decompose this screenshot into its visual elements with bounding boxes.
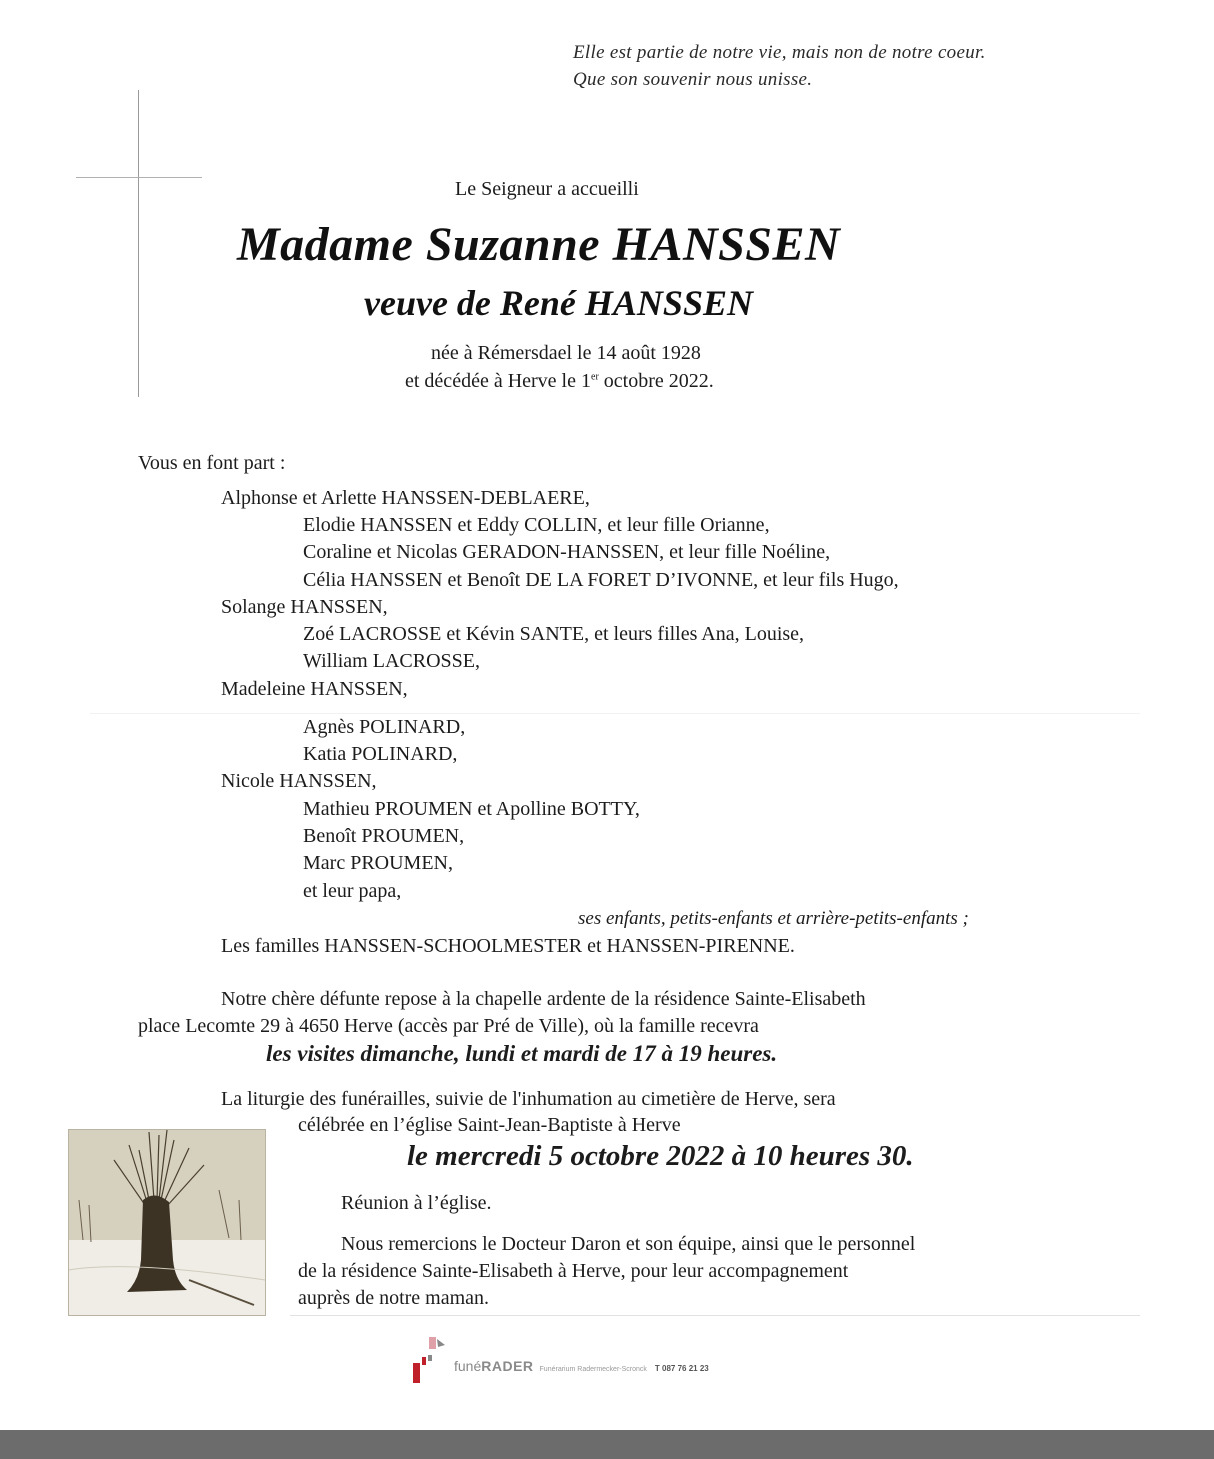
death-suffix: octobre 2022.	[598, 370, 714, 392]
visitation-hours: les visites dimanche, lundi et mardi de 17 à 19 heures.	[266, 1041, 778, 1066]
family-line: et leur papa,	[303, 880, 402, 902]
funeral-line-1: La liturgie des funérailles, suivie de l'inhumation au cimetière de Herve, sera	[221, 1088, 836, 1110]
logo-text	[454, 1358, 709, 1374]
visitation-line-2: place Lecomte 29 à 4650 Herve (accès par Pré de Ville), où la famille recevra	[138, 1015, 759, 1037]
widow-line: veuve de René HANSSEN	[364, 283, 753, 323]
family-line: Katia POLINARD,	[303, 743, 458, 765]
epigraph-line-1: Elle est partie de notre vie, mais non de notre coeur.	[573, 42, 986, 63]
death-sup: er	[591, 371, 599, 383]
family-line: Benoît PROUMEN,	[303, 825, 465, 847]
logo-mark-icon	[413, 1335, 453, 1385]
cross-icon-bar	[76, 177, 202, 178]
relation-line: ses enfants, petits-enfants et arrière-petits-enfants ;	[578, 908, 969, 929]
deceased-name: Madame Suzanne HANSSEN	[237, 218, 841, 271]
logo-subtitle: Funérarium Radermecker-Scronck	[539, 1366, 647, 1373]
thanks-line-3: auprès de notre maman.	[298, 1287, 490, 1309]
thanks-line-1: Nous remercions le Docteur Daron et son équipe, ainsi que le personnel	[341, 1233, 916, 1255]
willow-tree-photo	[68, 1129, 266, 1316]
logo-phone: T 087 76 21 23	[654, 1364, 709, 1373]
family-line: Solange HANSSEN,	[221, 596, 388, 618]
funeral-line-2: célébrée en l’église Saint-Jean-Baptiste à Herve	[298, 1114, 681, 1136]
family-line: Zoé LACROSSE et Kévin SANTE, et leurs filles Ana, Louise,	[303, 623, 805, 645]
family-line: Célia HANSSEN et Benoît DE LA FORET D’IVONNE, et leur fils Hugo,	[303, 569, 899, 591]
thanks-line-2: de la résidence Sainte-Elisabeth à Herve, pour leur accompagnement	[298, 1260, 849, 1282]
family-line: Madeleine HANSSEN,	[221, 678, 408, 700]
funeral-date: le mercredi 5 octobre 2022 à 10 heures 30.	[407, 1140, 914, 1172]
logo-brand-bold: RADER	[481, 1358, 534, 1374]
epigraph-line-2: Que son souvenir nous unisse.	[573, 69, 813, 90]
divider	[290, 1315, 1140, 1316]
visitation-line-1	[221, 988, 1055, 1011]
family-line: Alphonse et Arlette HANSSEN-DEBLAERE,	[221, 487, 590, 509]
cross-icon	[138, 90, 139, 397]
logo-brand-light: funé	[454, 1358, 482, 1374]
intro-text: Le Seigneur a accueilli	[455, 178, 639, 200]
family-intro: Vous en font part :	[138, 452, 286, 474]
family-line: Agnès POLINARD,	[303, 716, 466, 738]
visitation-text-1: Notre chère défunte repose à la chapelle ardente de la résidence Sainte-Elisabeth	[221, 988, 866, 1010]
willow-tree-icon	[69, 1130, 265, 1315]
death-prefix: et décédée à Herve le 1	[405, 370, 591, 392]
divider	[90, 713, 1140, 714]
family-line: Mathieu PROUMEN et Apolline BOTTY,	[303, 798, 640, 820]
footer-bar	[0, 1430, 1214, 1459]
death-line	[405, 370, 714, 393]
meeting-line: Réunion à l’église.	[341, 1192, 492, 1214]
family-line: Nicole HANSSEN,	[221, 770, 377, 792]
family-line: Coraline et Nicolas GERADON-HANSSEN, et leur fille Noéline,	[303, 541, 831, 563]
birth-line: née à Rémersdael le 14 août 1928	[431, 342, 701, 364]
family-line: William LACROSSE,	[303, 650, 480, 672]
families-line: Les familles HANSSEN-SCHOOLMESTER et HANSSEN-PIRENNE.	[221, 935, 795, 957]
family-line: Elodie HANSSEN et Eddy COLLIN, et leur fille Orianne,	[303, 514, 770, 536]
family-line: Marc PROUMEN,	[303, 852, 453, 874]
